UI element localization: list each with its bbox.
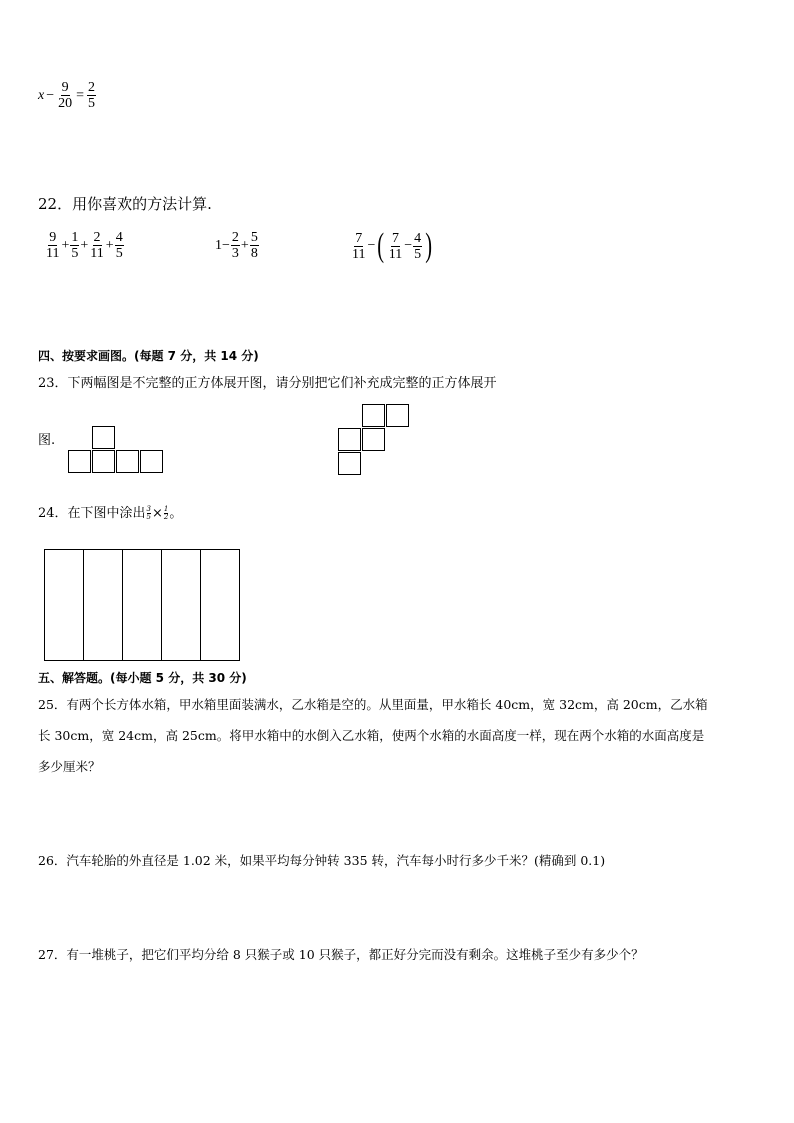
fraction [57, 80, 73, 111]
fraction [45, 230, 60, 261]
denominator: 5 [71, 246, 79, 261]
denominator: 11 [90, 246, 104, 261]
denominator: 11 [388, 246, 403, 262]
numerator: 2 [231, 230, 239, 245]
equation [38, 80, 97, 111]
plus-sign: + [61, 237, 70, 253]
fraction-small [164, 506, 168, 521]
question-25-line-3: 多少厘米？ [38, 759, 101, 774]
denominator: 5 [115, 246, 123, 261]
minus-sign: − [222, 237, 230, 253]
fraction [70, 230, 79, 261]
question-26-text: 26．汽车轮胎的外直径是 1.02 米，如果平均每分钟转 335 转，汽车每小时行多少千米？(精确到 0.1) [38, 853, 606, 868]
net-square [362, 404, 385, 427]
question-23-text: 23．下两幅图是不完整的正方体展开图，请分别把它们补充成完整的正方体展开 [38, 376, 497, 391]
question-25-line-1: 25．有两个长方体水箱，甲水箱里面装满水，乙水箱是空的。从里面量，甲水箱长 40cm，宽 32cm，高 20cm，乙水箱 [38, 697, 708, 712]
fraction [351, 231, 366, 262]
q22-expression-3 [350, 229, 434, 263]
plus-sign: + [240, 237, 249, 253]
fraction [115, 230, 124, 261]
rectangle-column [162, 550, 201, 660]
fraction [231, 230, 240, 261]
left-paren: ( [377, 227, 385, 264]
numerator: 7 [355, 230, 363, 246]
minus-sign: − [367, 238, 376, 253]
plus-sign: + [105, 237, 114, 253]
question-22-text: 22．用你喜欢的方法计算. [38, 195, 212, 213]
fraction [89, 230, 104, 261]
numerator: 7 [391, 230, 399, 246]
numerator: 5 [250, 230, 258, 245]
denominator: 8 [250, 246, 258, 261]
net-square [68, 450, 91, 473]
question-25-line-2: 长 30cm，宽 24cm，高 25cm。将甲水箱中的水倒入乙水箱，使两个水箱的水面高度一样，现在两个水箱的水面高度是 [38, 728, 705, 743]
numerator: 3 [146, 505, 152, 513]
section-4-title: 四、按要求画图。(每题 7 分，共 14 分) [38, 349, 259, 363]
numerator: 9 [61, 80, 69, 95]
equation-variable: x [38, 87, 45, 103]
net-square [338, 428, 361, 451]
section-5-title: 五、解答题。(每小题 5 分，共 30 分) [38, 671, 247, 685]
rectangle-column [123, 550, 162, 660]
integer-one: 1 [215, 237, 222, 253]
numerator: 1 [71, 230, 79, 245]
net-square [338, 452, 361, 475]
question-23-continuation: 图. [38, 433, 56, 448]
question-24-prefix: 24．在下图中涂出 [38, 506, 146, 521]
minus-sign: − [404, 238, 413, 253]
rectangle-column [84, 550, 123, 660]
net-square [92, 426, 115, 449]
numerator: 4 [414, 230, 422, 246]
denominator: 11 [352, 246, 366, 262]
plus-sign: + [80, 237, 89, 253]
numerator: 4 [115, 230, 123, 245]
fraction [250, 230, 259, 261]
denominator: 3 [231, 246, 239, 261]
q22-expression-1 [44, 230, 125, 261]
denominator: 5 [88, 96, 96, 111]
net-square [116, 450, 139, 473]
rectangle-column [45, 550, 84, 660]
question-24-text [38, 506, 182, 521]
denominator: 2 [163, 513, 169, 521]
net-square [362, 428, 385, 451]
fraction-small [147, 506, 151, 521]
numerator: 2 [93, 230, 101, 245]
net-square [92, 450, 115, 473]
shading-rectangle [44, 549, 240, 661]
fraction [87, 80, 96, 111]
denominator: 11 [46, 246, 60, 261]
fraction [388, 231, 403, 262]
fraction [413, 231, 422, 262]
net-square [386, 404, 409, 427]
equation-equals: = [76, 87, 85, 103]
net-square [140, 450, 163, 473]
right-paren: ) [425, 227, 433, 264]
times-sign: × [152, 506, 163, 521]
question-24-suffix: 。 [169, 506, 183, 521]
numerator: 9 [49, 230, 57, 245]
rectangle-column [201, 550, 239, 660]
numerator: 2 [88, 80, 96, 95]
numerator: 1 [163, 505, 169, 513]
denominator: 5 [414, 246, 422, 262]
equation-minus: − [46, 87, 55, 103]
question-27-text: 27．有一堆桃子，把它们平均分给 8 只猴子或 10 只猴子，都正好分完而没有剩余。这堆桃子至少有多少个？ [38, 947, 644, 962]
denominator: 20 [58, 96, 73, 111]
q22-expression-2 [215, 230, 260, 261]
denominator: 5 [146, 513, 152, 521]
